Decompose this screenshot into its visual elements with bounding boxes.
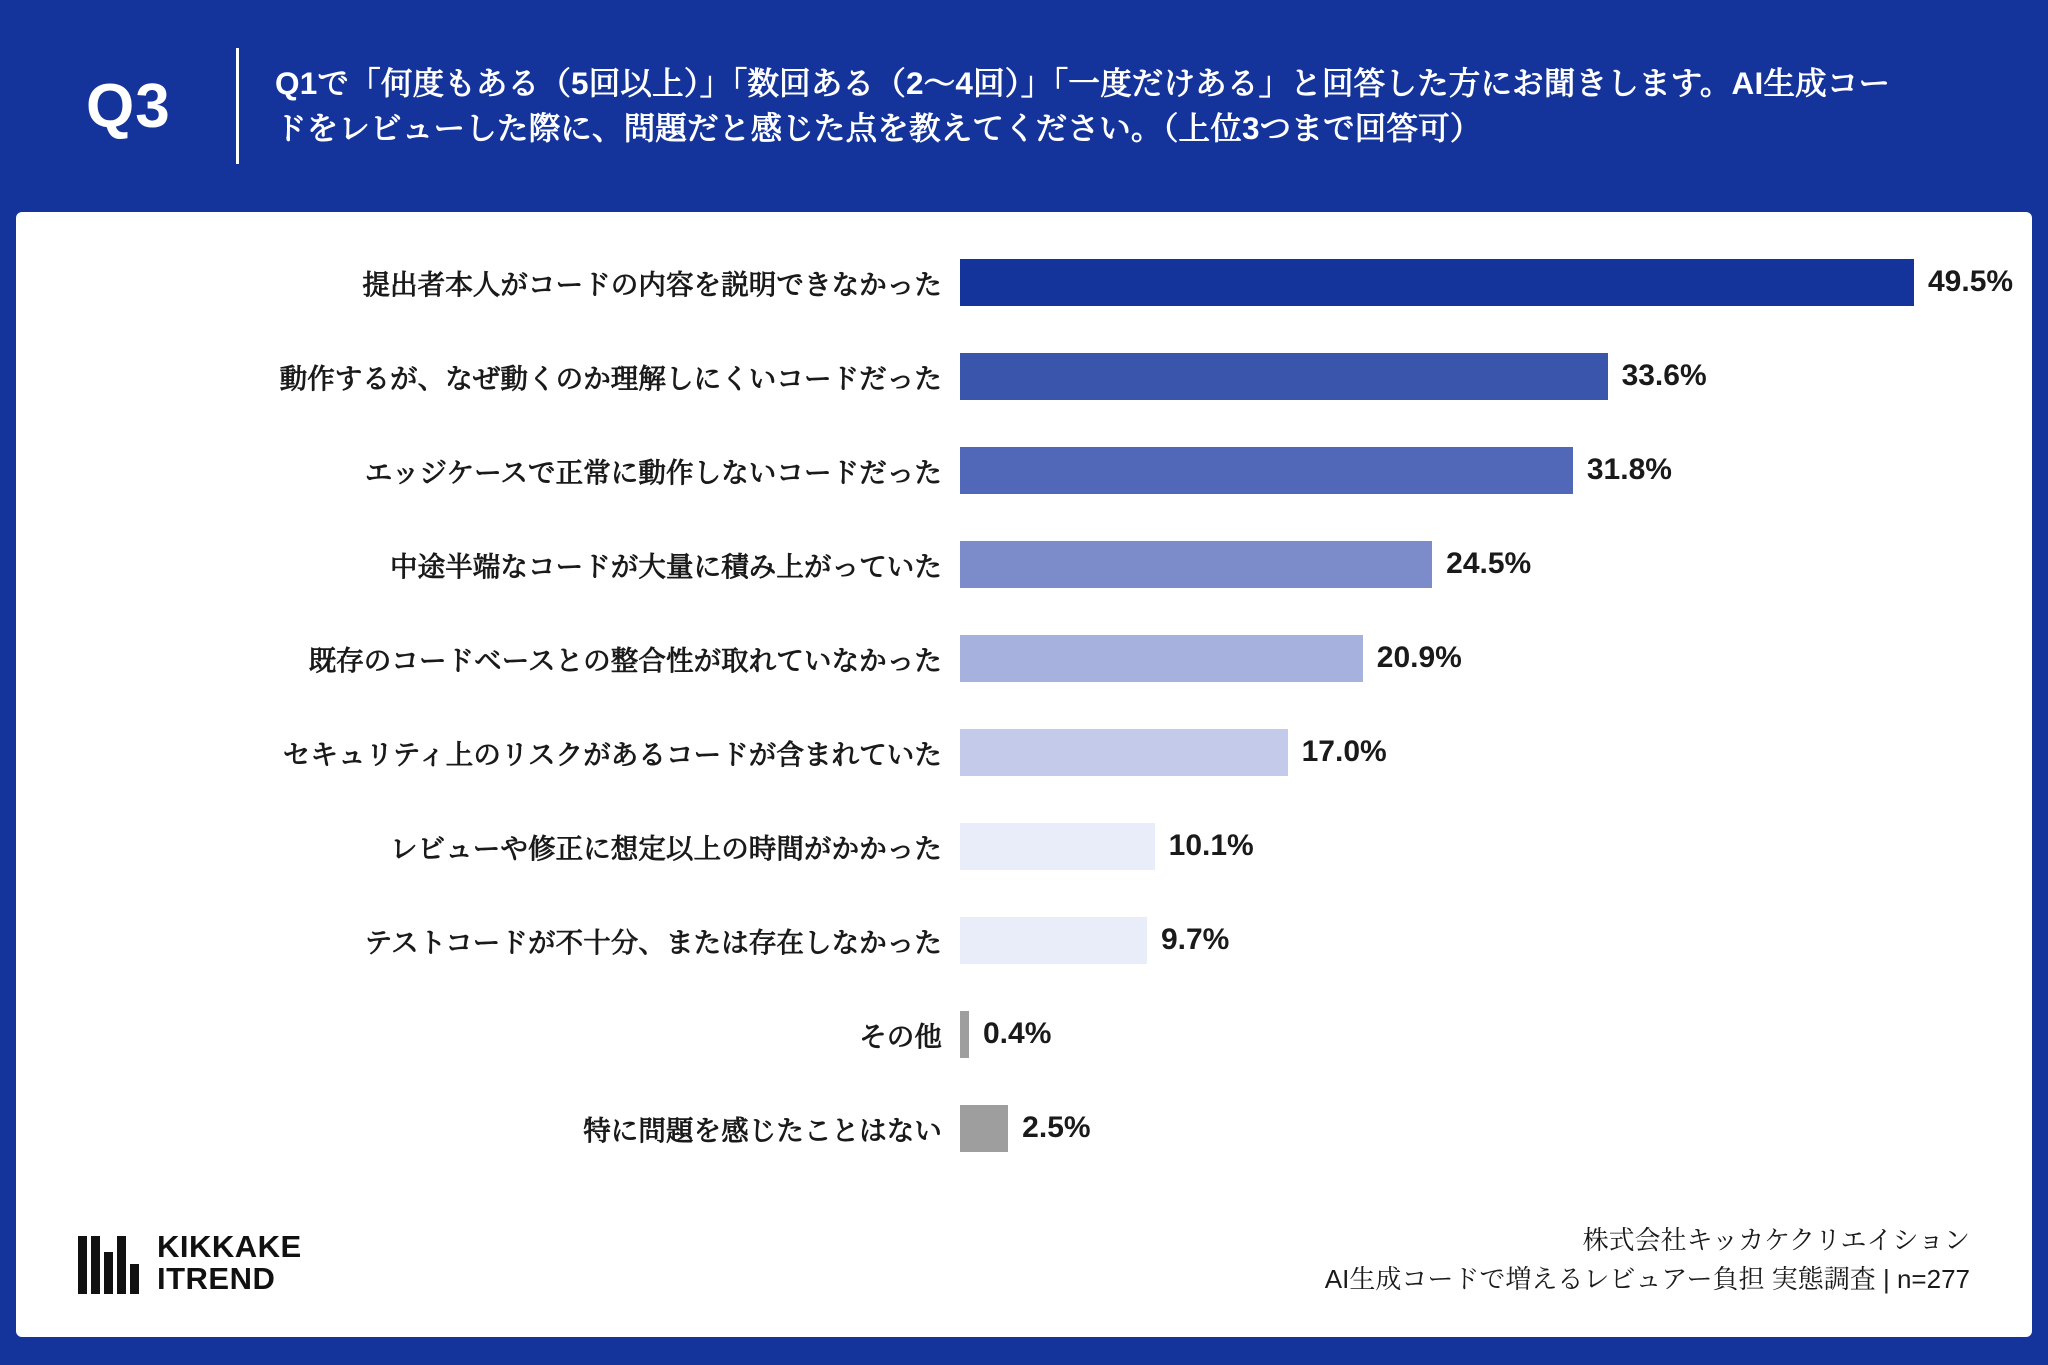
chart-row <box>16 436 2032 504</box>
chart-bar-wrap <box>960 259 2032 306</box>
chart-category-label: レビューや修正に想定以上の時間がかかった <box>390 833 942 864</box>
chart-value-label: 31.8% <box>1586 453 1672 486</box>
chart-category-label: 中途半端なコードが大量に積み上がっていた <box>390 551 942 582</box>
chart-bar <box>960 353 1608 400</box>
chart-category-label: 既存のコードベースとの整合性が取れていなかった <box>308 645 942 676</box>
chart-category-label: テストコードが不十分、または存在しなかった <box>364 927 942 958</box>
bar-chart <box>16 248 2032 1188</box>
chart-bar-wrap <box>960 353 2032 400</box>
chart-value-label: 10.1% <box>1168 829 1254 862</box>
logo-mark-icon <box>78 1232 143 1294</box>
logo-line-1: KIKKAKE <box>157 1228 302 1264</box>
chart-row <box>16 718 2032 786</box>
chart-category-label: セキュリティ上のリスクがあるコードが含まれていた <box>282 739 942 770</box>
chart-bar-wrap <box>960 823 2032 870</box>
chart-bar <box>960 729 1288 776</box>
chart-bar <box>960 917 1147 964</box>
chart-category-label: 提出者本人がコードの内容を説明できなかった <box>362 269 942 300</box>
chart-row <box>16 624 2032 692</box>
chart-row <box>16 248 2032 316</box>
chart-bar-wrap <box>960 1105 2032 1152</box>
chart-bar-wrap <box>960 729 2032 776</box>
chart-bar-wrap <box>960 1011 2032 1058</box>
chart-row <box>16 1094 2032 1162</box>
slide-header <box>0 0 2048 212</box>
chart-value-label: 33.6% <box>1621 359 1707 392</box>
chart-category-label: その他 <box>859 1021 942 1052</box>
chart-row <box>16 342 2032 410</box>
chart-bar-wrap <box>960 917 2032 964</box>
question-number: Q3 <box>86 71 171 141</box>
chart-category-label: 動作するが、なぜ動くのか理解しにくいコードだった <box>279 363 942 394</box>
chart-value-label: 24.5% <box>1446 547 1532 580</box>
chart-row <box>16 1000 2032 1068</box>
chart-bar-wrap <box>960 541 2032 588</box>
footer-meta <box>1325 1221 1970 1299</box>
logo <box>78 1228 302 1296</box>
company-name: 株式会社キッカケクリエイション <box>1582 1225 1970 1255</box>
chart-bar <box>960 259 1914 306</box>
chart-category-label: 特に問題を感じたことはない <box>583 1115 942 1146</box>
header-divider <box>236 48 239 164</box>
chart-bar <box>960 1011 969 1058</box>
question-text: Q1で「何度もある（5回以上）」「数回ある（2〜4回）」「一度だけある」と回答した方にお聞きします。AI生成コードをレビューした際に、問題だと感じた点を教えてください。（上位3つまで回答可） <box>275 65 1891 146</box>
chart-row <box>16 906 2032 974</box>
survey-name: AI生成コードで増えるレビュアー負担 実態調査 | n=277 <box>1324 1264 1970 1294</box>
chart-value-label: 0.4% <box>983 1017 1052 1050</box>
logo-text <box>157 1228 302 1296</box>
chart-value-label: 2.5% <box>1022 1111 1091 1144</box>
chart-row <box>16 530 2032 598</box>
logo-line-2: ITREND <box>157 1260 276 1296</box>
chart-value-label: 49.5% <box>1928 265 2014 298</box>
chart-bar <box>960 541 1432 588</box>
chart-value-label: 20.9% <box>1376 641 1462 674</box>
chart-bar-wrap <box>960 447 2032 494</box>
chart-bar <box>960 635 1363 682</box>
chart-bar <box>960 823 1155 870</box>
chart-value-label: 9.7% <box>1160 923 1230 956</box>
chart-bar <box>960 1105 1008 1152</box>
chart-card <box>16 212 2032 1337</box>
chart-bar <box>960 447 1573 494</box>
chart-value-label: 17.0% <box>1301 735 1387 768</box>
slide-footer <box>16 1177 2032 1337</box>
chart-category-label: エッジケースで正常に動作しないコードだった <box>364 457 942 488</box>
chart-row <box>16 812 2032 880</box>
chart-bar-wrap <box>960 635 2032 682</box>
